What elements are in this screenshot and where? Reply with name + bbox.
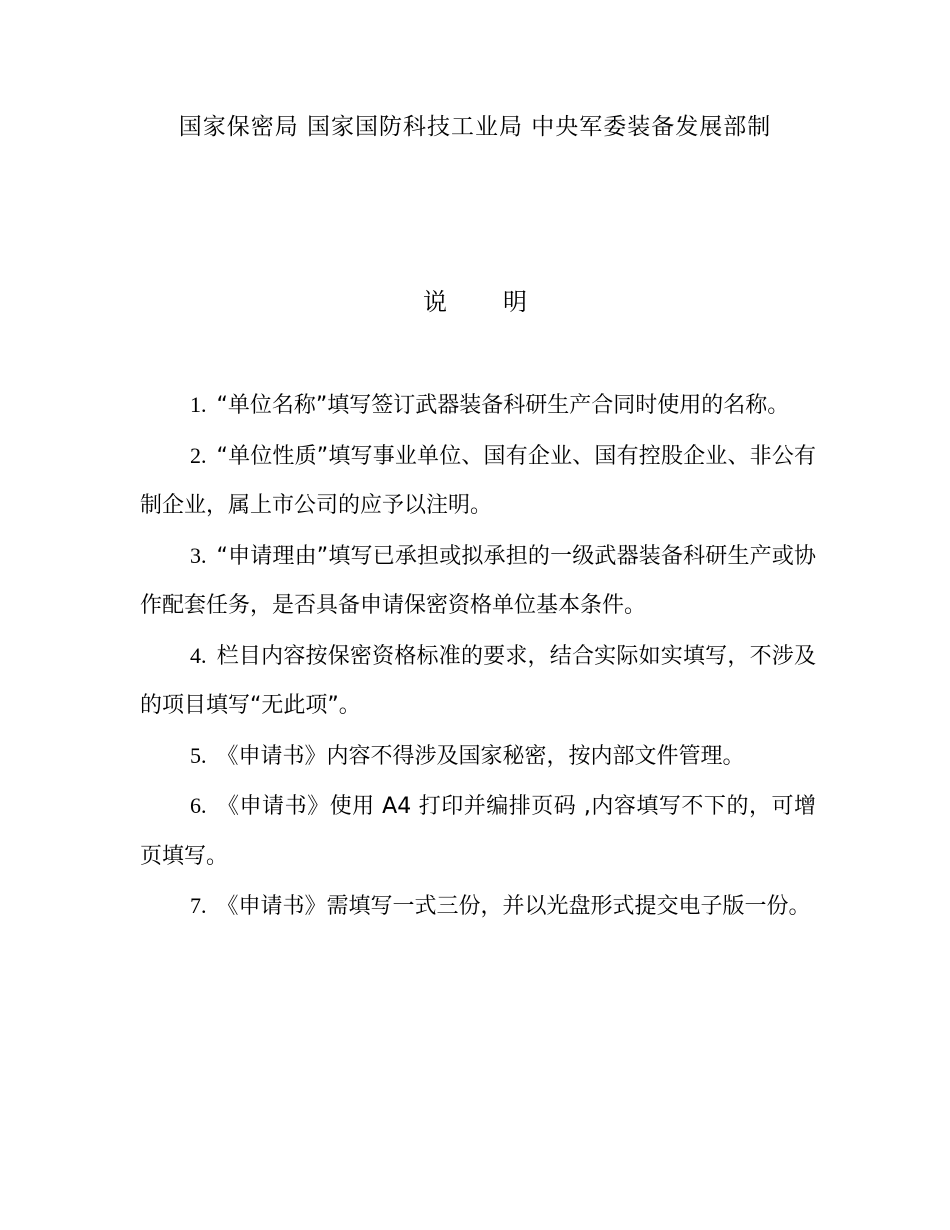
instruction-item bbox=[140, 531, 816, 631]
instruction-item bbox=[140, 380, 816, 431]
instruction-item bbox=[140, 781, 816, 881]
instruction-text: 栏目内容按保密资格标准的要求，结合实际如实填写，不涉及的项目填写“无此项”。 bbox=[140, 643, 816, 718]
instruction-number: 2. bbox=[190, 442, 207, 468]
instruction-number: 1. bbox=[190, 392, 207, 417]
instruction-text: 《申请书》需填写一式三份，并以光盘形式提交电子版一份。 bbox=[216, 894, 811, 919]
issuing-authorities: 国家保密局 国家国防科技工业局 中央军委装备发展部制 bbox=[178, 114, 772, 140]
page-title-char-1: 说 bbox=[423, 288, 447, 316]
instruction-item bbox=[140, 881, 816, 932]
instruction-number: 6. bbox=[190, 793, 207, 818]
instruction-number: 4. bbox=[190, 642, 207, 668]
instruction-text: 《申请书》内容不得涉及国家秘密，按内部文件管理。 bbox=[216, 743, 745, 769]
instruction-number: 5. bbox=[190, 742, 207, 768]
instructions-list bbox=[140, 380, 816, 932]
instruction-text: “单位性质”填写事业单位、国有企业、国有控股企业、非公有制企业，属上市公司的应予以注明。 bbox=[140, 443, 817, 518]
instruction-number: 3. bbox=[190, 542, 207, 568]
instruction-item bbox=[140, 631, 816, 731]
instruction-text: “单位名称”填写签订武器装备科研生产合同时使用的名称。 bbox=[216, 393, 790, 418]
page-title bbox=[0, 284, 950, 320]
instruction-text: “申请理由”填写已承担或拟承担的一级武器装备科研生产或协作配套任务，是否具备申请保密资格单位基本条件。 bbox=[140, 543, 817, 618]
instruction-text: 《申请书》使用 A4 打印并编排页码 ,内容填写不下的，可增页填写。 bbox=[140, 794, 816, 869]
instruction-item bbox=[140, 731, 816, 782]
page-title-char-2: 明 bbox=[503, 288, 527, 316]
instruction-item bbox=[140, 431, 816, 531]
instruction-number: 7. bbox=[190, 893, 207, 918]
